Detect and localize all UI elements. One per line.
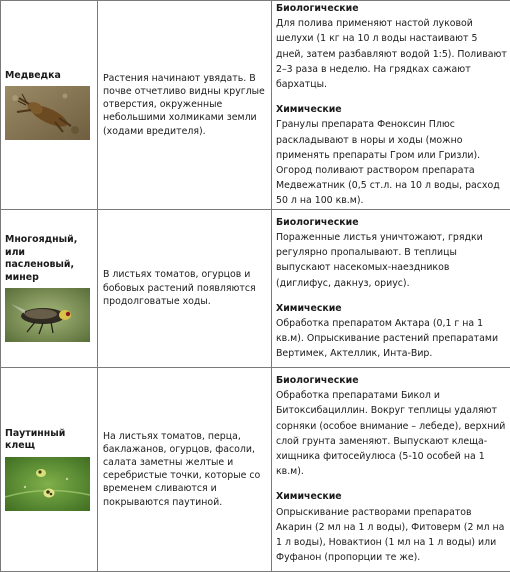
sign-cell bbox=[98, 367, 272, 571]
mole-cricket-photo bbox=[5, 86, 90, 140]
damage-signs: На листьях томатов, перца, баклажанов, огурцов, фасоли, салата заметны желтые и серебристые точки, которые со временем сливаются и покрываются паутиной. bbox=[98, 430, 271, 509]
table-row bbox=[1, 1, 510, 210]
pest-name: Многоядный, или пасленовый, минер bbox=[1, 234, 97, 284]
damage-signs: В листьях томатов, огурцов и бобовых растений появляются продолговатые ходы. bbox=[98, 268, 271, 308]
biological-text: Для полива применяют настой луковой шелухи (1 кг на 10 л воды настаивают 5 дней, затем разбавляют водой 1:5). Поливают 2–3 раза в неделю. На грядках сажают бархатцы. bbox=[276, 16, 507, 92]
biological-title: Биологические bbox=[276, 373, 507, 388]
control-cell bbox=[272, 367, 510, 571]
control-cell bbox=[272, 1, 510, 210]
pest-cell bbox=[1, 367, 98, 571]
control-cell bbox=[272, 209, 510, 367]
biological-title: Биологические bbox=[276, 1, 507, 16]
pest-name: Паутинный клещ bbox=[1, 428, 97, 453]
biological-text: Обработка препаратами Бикол и Битоксибациллин. Вокруг теплицы удаляют сорняки (особое внимание – лебеде), верхний слой грунта заменяют. Выпускают клеща-хищника фитосейулюса (5-10 особей на 1 кв.м). bbox=[276, 388, 507, 479]
biological-title: Биологические bbox=[276, 215, 507, 230]
sign-cell bbox=[98, 1, 272, 210]
pest-cell bbox=[1, 209, 98, 367]
chemical-text: Опрыскивание растворами препаратов Акарин (2 мл на 1 л воды), Фитоверм (2 мл на 1 л воды), Новактион (1 мл на 1 л воды) или Фуфанон (пропорции те же). bbox=[276, 505, 507, 566]
leaf-miner-fly-photo bbox=[5, 288, 90, 342]
chemical-title: Химические bbox=[276, 102, 507, 117]
chemical-title: Химические bbox=[276, 301, 507, 316]
biological-text: Пораженные листья уничтожают, грядки регулярно пропалывают. В теплицы выпускают насекомых-наездников (диглифус, дакнуз, ориус). bbox=[276, 230, 507, 291]
damage-signs: Растения начинают увядать. В почве отчетливо видны круглые отверстия, окруженные небольшими холмиками земли (ходами вредителя). bbox=[98, 72, 271, 138]
table-row bbox=[1, 209, 510, 367]
table-row bbox=[1, 367, 510, 571]
chemical-text: Обработка препаратом Актара (0,1 г на 1 кв.м). Опрыскивание растений препаратами Вертимек, Актеллик, Инта-Вир. bbox=[276, 316, 507, 362]
pest-name: Медведка bbox=[1, 70, 97, 83]
chemical-text: Гранулы препарата Феноксин Плюс раскладывают в норы и ходы (можно применять препараты Гром или Гризли). Огород поливают раствором препарата Медвежатник (0,5 ст.л. на 10 л воды, расход 50 л на 100 кв.м). bbox=[276, 117, 507, 208]
pest-cell bbox=[1, 1, 98, 210]
chemical-title: Химические bbox=[276, 489, 507, 504]
spider-mite-photo bbox=[5, 457, 90, 511]
sign-cell bbox=[98, 209, 272, 367]
